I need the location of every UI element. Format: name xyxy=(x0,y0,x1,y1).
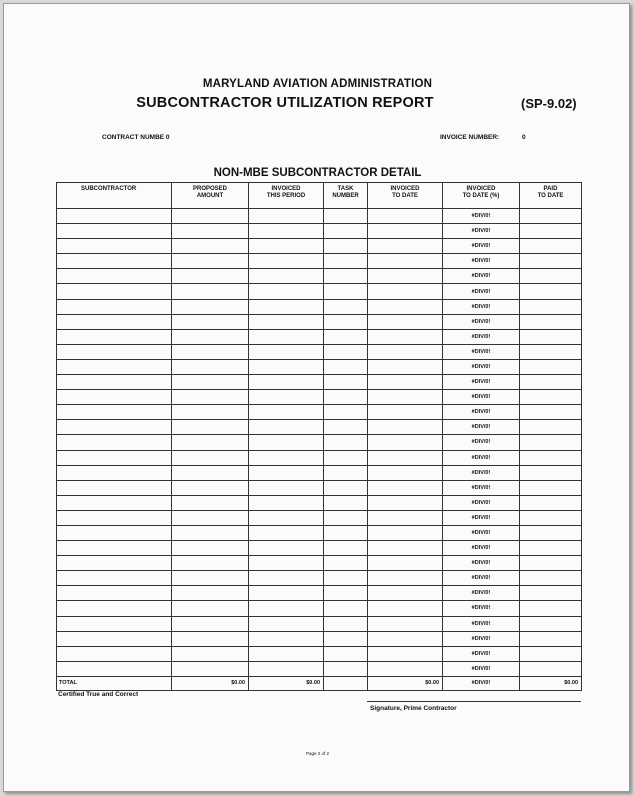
report-title: SUBCONTRACTOR UTILIZATION REPORT xyxy=(136,95,434,111)
total-task-number xyxy=(324,676,368,690)
col-header-proposed-amount: PROPOSED AMOUNT xyxy=(172,183,249,209)
table-cell xyxy=(57,359,172,374)
signature-label: Signature, Prime Contractor xyxy=(370,705,457,712)
col-header-invoiced-to-date-pct: INVOICED TO DATE (%) xyxy=(443,183,520,209)
subcontractor-detail-table xyxy=(56,182,582,691)
percent-cell: #DIV/0! xyxy=(443,510,520,525)
table-cell xyxy=(57,541,172,556)
table-row xyxy=(57,420,582,435)
table-cell xyxy=(249,390,324,405)
table-cell xyxy=(172,541,249,556)
table-row xyxy=(57,375,582,390)
form-code: (SP-9.02) xyxy=(521,96,577,111)
table-row xyxy=(57,450,582,465)
percent-cell: #DIV/0! xyxy=(443,571,520,586)
table-cell xyxy=(520,525,582,540)
table-cell xyxy=(324,359,368,374)
signature-line xyxy=(367,701,581,702)
table-cell xyxy=(249,359,324,374)
table-row xyxy=(57,556,582,571)
table-cell xyxy=(324,541,368,556)
table-cell xyxy=(249,375,324,390)
table-cell xyxy=(57,390,172,405)
table-cell xyxy=(368,329,443,344)
table-cell xyxy=(172,495,249,510)
table-cell xyxy=(324,435,368,450)
table-cell xyxy=(368,465,443,480)
table-row xyxy=(57,571,582,586)
table-cell xyxy=(249,601,324,616)
table-cell xyxy=(249,661,324,676)
col-header-invoiced-to-date: INVOICED TO DATE xyxy=(368,183,443,209)
table-cell xyxy=(57,495,172,510)
table-cell xyxy=(368,209,443,224)
percent-cell: #DIV/0! xyxy=(443,405,520,420)
table-cell xyxy=(368,224,443,239)
table-row xyxy=(57,314,582,329)
col-header-subcontractor: SUBCONTRACTOR xyxy=(57,183,172,209)
percent-cell: #DIV/0! xyxy=(443,224,520,239)
table-cell xyxy=(520,631,582,646)
table-cell xyxy=(368,510,443,525)
percent-cell: #DIV/0! xyxy=(443,359,520,374)
table-cell xyxy=(57,661,172,676)
table-cell xyxy=(520,329,582,344)
percent-cell: #DIV/0! xyxy=(443,631,520,646)
table-cell xyxy=(368,601,443,616)
table-cell xyxy=(368,480,443,495)
table-cell xyxy=(520,661,582,676)
table-cell xyxy=(324,601,368,616)
table-cell xyxy=(172,465,249,480)
col-header-task-number: TASK NUMBER xyxy=(324,183,368,209)
table-row xyxy=(57,359,582,374)
table-cell xyxy=(172,661,249,676)
table-cell xyxy=(368,646,443,661)
table-cell xyxy=(57,224,172,239)
percent-cell: #DIV/0! xyxy=(443,465,520,480)
table-cell xyxy=(520,209,582,224)
percent-cell: #DIV/0! xyxy=(443,586,520,601)
table-cell xyxy=(57,556,172,571)
table-cell xyxy=(324,661,368,676)
table-row xyxy=(57,239,582,254)
table-cell xyxy=(57,254,172,269)
table-cell xyxy=(249,420,324,435)
table-row xyxy=(57,284,582,299)
table-cell xyxy=(172,405,249,420)
percent-cell: #DIV/0! xyxy=(443,284,520,299)
table-cell xyxy=(249,254,324,269)
table-cell xyxy=(57,616,172,631)
table-cell xyxy=(368,420,443,435)
table-cell xyxy=(172,556,249,571)
table-cell xyxy=(520,390,582,405)
table-row xyxy=(57,480,582,495)
table-cell xyxy=(324,329,368,344)
total-invoiced-this-period: $0.00 xyxy=(249,676,324,690)
percent-cell: #DIV/0! xyxy=(443,329,520,344)
table-cell xyxy=(172,420,249,435)
table-cell xyxy=(324,344,368,359)
table-cell xyxy=(172,284,249,299)
table-cell xyxy=(324,209,368,224)
contract-number-label: CONTRACT NUMBE 0 xyxy=(102,134,170,141)
table-cell xyxy=(249,405,324,420)
table-cell xyxy=(520,314,582,329)
table-cell xyxy=(520,359,582,374)
table-cell xyxy=(520,224,582,239)
table-cell xyxy=(368,541,443,556)
table-cell xyxy=(57,375,172,390)
total-paid-to-date: $0.00 xyxy=(520,676,582,690)
table-cell xyxy=(172,586,249,601)
section-title: NON-MBE SUBCONTRACTOR DETAIL xyxy=(213,167,422,179)
table-cell xyxy=(324,465,368,480)
table-cell xyxy=(57,284,172,299)
table-cell xyxy=(368,571,443,586)
table-cell xyxy=(324,239,368,254)
table-row xyxy=(57,631,582,646)
table-cell xyxy=(172,239,249,254)
table-cell xyxy=(172,254,249,269)
table-cell xyxy=(324,420,368,435)
table-cell xyxy=(172,209,249,224)
table-cell xyxy=(172,329,249,344)
table-cell xyxy=(520,375,582,390)
percent-cell: #DIV/0! xyxy=(443,616,520,631)
table-cell xyxy=(249,209,324,224)
table-cell xyxy=(172,375,249,390)
table-cell xyxy=(368,284,443,299)
table-cell xyxy=(324,480,368,495)
percent-cell: #DIV/0! xyxy=(443,495,520,510)
table-cell xyxy=(520,571,582,586)
table-row xyxy=(57,646,582,661)
table-row xyxy=(57,616,582,631)
table-cell xyxy=(520,284,582,299)
table-cell xyxy=(57,601,172,616)
table-cell xyxy=(249,631,324,646)
table-cell xyxy=(520,510,582,525)
table-cell xyxy=(324,495,368,510)
invoice-number-value: 0 xyxy=(522,134,526,141)
percent-cell: #DIV/0! xyxy=(443,375,520,390)
table-cell xyxy=(368,631,443,646)
table-cell xyxy=(324,269,368,284)
table-cell xyxy=(57,586,172,601)
table-cell xyxy=(57,329,172,344)
percent-cell: #DIV/0! xyxy=(443,646,520,661)
table-cell xyxy=(249,224,324,239)
table-cell xyxy=(57,465,172,480)
table-row xyxy=(57,329,582,344)
table-cell xyxy=(172,646,249,661)
table-cell xyxy=(172,450,249,465)
table-cell xyxy=(172,390,249,405)
table-cell xyxy=(249,586,324,601)
table-cell xyxy=(368,375,443,390)
table-cell xyxy=(249,510,324,525)
table-cell xyxy=(520,405,582,420)
total-proposed-amount: $0.00 xyxy=(172,676,249,690)
table-cell xyxy=(249,269,324,284)
col-header-paid-to-date: PAID TO DATE xyxy=(520,183,582,209)
table-cell xyxy=(368,269,443,284)
table-cell xyxy=(324,254,368,269)
table-cell xyxy=(324,390,368,405)
table-cell xyxy=(172,344,249,359)
table-cell xyxy=(368,344,443,359)
table-row xyxy=(57,390,582,405)
table-cell xyxy=(172,314,249,329)
table-cell xyxy=(324,450,368,465)
table-cell xyxy=(368,299,443,314)
table-cell xyxy=(57,420,172,435)
certification-text: Certified True and Correct xyxy=(58,691,139,698)
percent-cell: #DIV/0! xyxy=(443,420,520,435)
table-cell xyxy=(520,420,582,435)
table-cell xyxy=(249,480,324,495)
table-row xyxy=(57,495,582,510)
table-cell xyxy=(324,525,368,540)
table-cell xyxy=(368,314,443,329)
table-cell xyxy=(172,359,249,374)
percent-cell: #DIV/0! xyxy=(443,269,520,284)
percent-cell: #DIV/0! xyxy=(443,299,520,314)
table-cell xyxy=(368,390,443,405)
table-cell xyxy=(249,541,324,556)
table-row xyxy=(57,299,582,314)
table-cell xyxy=(57,344,172,359)
total-invoiced-to-date-pct: #DIV/0! xyxy=(443,676,520,690)
table-cell xyxy=(249,495,324,510)
table-cell xyxy=(368,435,443,450)
total-invoiced-to-date: $0.00 xyxy=(368,676,443,690)
percent-cell: #DIV/0! xyxy=(443,390,520,405)
table-cell xyxy=(324,616,368,631)
table-cell xyxy=(57,631,172,646)
percent-cell: #DIV/0! xyxy=(443,556,520,571)
table-cell xyxy=(520,646,582,661)
percent-cell: #DIV/0! xyxy=(443,254,520,269)
table-cell xyxy=(249,435,324,450)
percent-cell: #DIV/0! xyxy=(443,661,520,676)
table-cell xyxy=(520,601,582,616)
table-cell xyxy=(324,571,368,586)
table-cell xyxy=(172,299,249,314)
table-header-row xyxy=(57,183,582,209)
table-cell xyxy=(172,510,249,525)
table-cell xyxy=(249,450,324,465)
table-cell xyxy=(324,375,368,390)
table-cell xyxy=(249,616,324,631)
table-cell xyxy=(172,480,249,495)
table-cell xyxy=(368,586,443,601)
table-cell xyxy=(249,571,324,586)
table-cell xyxy=(324,586,368,601)
table-cell xyxy=(520,269,582,284)
table-cell xyxy=(249,299,324,314)
table-cell xyxy=(324,224,368,239)
table-cell xyxy=(368,450,443,465)
table-cell xyxy=(324,314,368,329)
table-cell xyxy=(520,435,582,450)
table-cell xyxy=(57,525,172,540)
table-row xyxy=(57,586,582,601)
table-cell xyxy=(172,616,249,631)
table-cell xyxy=(368,616,443,631)
table-cell xyxy=(324,556,368,571)
table-cell xyxy=(368,359,443,374)
table-cell xyxy=(57,646,172,661)
table-cell xyxy=(57,209,172,224)
table-cell xyxy=(249,344,324,359)
table-row xyxy=(57,541,582,556)
table-cell xyxy=(57,571,172,586)
table-row xyxy=(57,344,582,359)
total-row xyxy=(57,676,582,690)
table-cell xyxy=(368,405,443,420)
table-cell xyxy=(520,254,582,269)
table-cell xyxy=(57,299,172,314)
agency-name: MARYLAND AVIATION ADMINISTRATION xyxy=(202,78,433,90)
table-cell xyxy=(324,299,368,314)
table-cell xyxy=(368,556,443,571)
total-label: TOTAL xyxy=(57,676,172,690)
table-cell xyxy=(57,405,172,420)
table-cell xyxy=(520,616,582,631)
table-cell xyxy=(57,480,172,495)
table-cell xyxy=(520,541,582,556)
table-cell xyxy=(324,646,368,661)
table-cell xyxy=(172,269,249,284)
table-cell xyxy=(249,239,324,254)
table-cell xyxy=(520,480,582,495)
table-cell xyxy=(368,525,443,540)
percent-cell: #DIV/0! xyxy=(443,435,520,450)
table-row xyxy=(57,269,582,284)
table-cell xyxy=(172,435,249,450)
table-cell xyxy=(520,495,582,510)
percent-cell: #DIV/0! xyxy=(443,239,520,254)
table-cell xyxy=(520,344,582,359)
table-cell xyxy=(324,631,368,646)
table-cell xyxy=(368,254,443,269)
table-row xyxy=(57,405,582,420)
table-cell xyxy=(249,556,324,571)
table-row xyxy=(57,435,582,450)
table-row xyxy=(57,661,582,676)
invoice-number-label: INVOICE NUMBER: xyxy=(440,134,500,141)
table-cell xyxy=(249,525,324,540)
table-cell xyxy=(324,510,368,525)
table-cell xyxy=(172,571,249,586)
table-cell xyxy=(520,450,582,465)
table-cell xyxy=(368,239,443,254)
table-cell xyxy=(172,224,249,239)
table-cell xyxy=(520,299,582,314)
table-cell xyxy=(249,329,324,344)
table-cell xyxy=(368,495,443,510)
table-cell xyxy=(57,314,172,329)
table-cell xyxy=(57,510,172,525)
table-cell xyxy=(324,284,368,299)
table-row xyxy=(57,601,582,616)
table-cell xyxy=(324,405,368,420)
percent-cell: #DIV/0! xyxy=(443,209,520,224)
table-cell xyxy=(172,601,249,616)
table-cell xyxy=(520,556,582,571)
percent-cell: #DIV/0! xyxy=(443,525,520,540)
table-cell xyxy=(57,450,172,465)
table-cell xyxy=(249,465,324,480)
percent-cell: #DIV/0! xyxy=(443,541,520,556)
table-row xyxy=(57,254,582,269)
table-row xyxy=(57,465,582,480)
table-cell xyxy=(57,239,172,254)
table-cell xyxy=(249,284,324,299)
percent-cell: #DIV/0! xyxy=(443,314,520,329)
table-cell xyxy=(172,631,249,646)
table-cell xyxy=(57,269,172,284)
table-row xyxy=(57,209,582,224)
percent-cell: #DIV/0! xyxy=(443,344,520,359)
table-row xyxy=(57,510,582,525)
table-row xyxy=(57,224,582,239)
table-cell xyxy=(249,646,324,661)
table-row xyxy=(57,525,582,540)
table-cell xyxy=(172,525,249,540)
percent-cell: #DIV/0! xyxy=(443,480,520,495)
table-cell xyxy=(520,586,582,601)
table-cell xyxy=(368,661,443,676)
table-cell xyxy=(520,465,582,480)
percent-cell: #DIV/0! xyxy=(443,450,520,465)
table-cell xyxy=(57,435,172,450)
table-cell xyxy=(520,239,582,254)
col-header-invoiced-this-period: INVOICED THIS PERIOD xyxy=(249,183,324,209)
page-number: Page 2 of 2 xyxy=(305,751,330,756)
percent-cell: #DIV/0! xyxy=(443,601,520,616)
table-cell xyxy=(249,314,324,329)
